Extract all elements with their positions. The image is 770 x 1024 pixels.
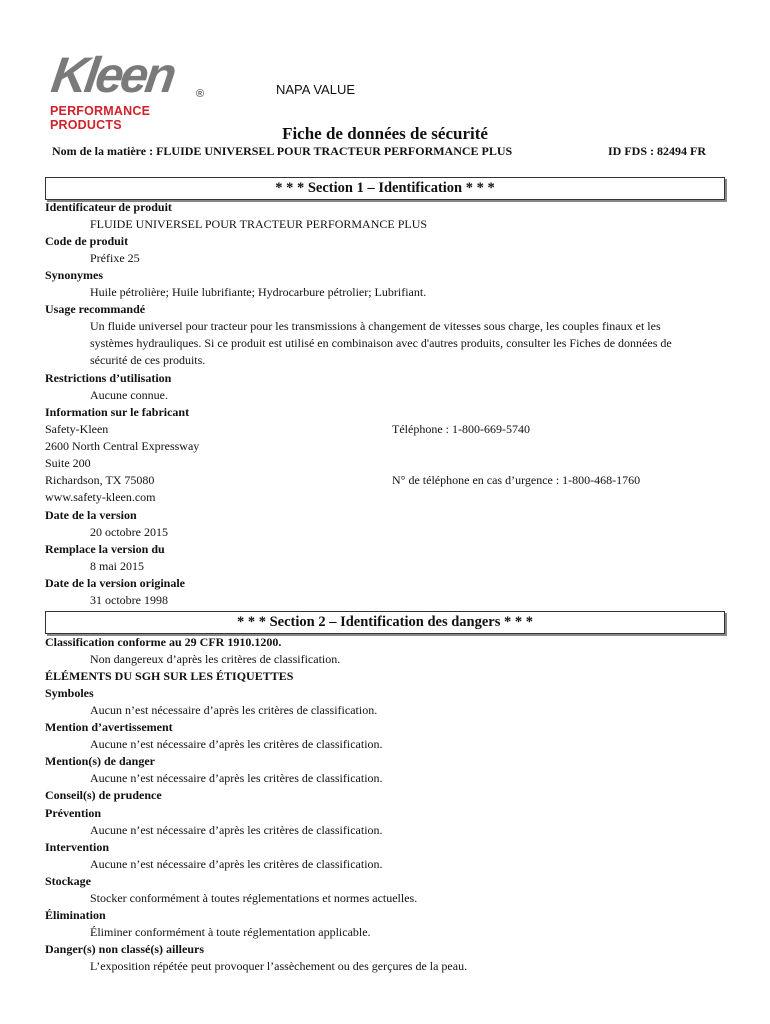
section-2-heading: * * * Section 2 – Identification des dangers * * * xyxy=(45,611,725,634)
other-hazards: L’exposition répétée peut provoquer l’assèchement ou des gerçures de la peau. xyxy=(90,959,468,973)
version-date-label: Date de la version xyxy=(45,508,137,522)
manufacturer-website: www.safety-kleen.com xyxy=(45,490,156,504)
original-date-label: Date de la version originale xyxy=(45,576,185,590)
disposal: Éliminer conformément à toute réglementation applicable. xyxy=(90,925,371,939)
recommended-use-line: sécurité de ces produits. xyxy=(90,353,206,367)
storage-label: Stockage xyxy=(45,874,91,888)
other-hazards-label: Danger(s) non classé(s) ailleurs xyxy=(45,942,204,956)
classification: Non dangereux d’après les critères de classification. xyxy=(90,652,341,666)
manufacturer-city: Richardson, TX 75080 xyxy=(45,473,155,487)
ghs-label-elements: ÉLÉMENTS DU SGH SUR LES ÉTIQUETTES xyxy=(45,669,294,683)
supersedes-date: 8 mai 2015 xyxy=(90,559,144,573)
response-label: Intervention xyxy=(45,840,109,854)
manufacturer-name: Safety-Kleen xyxy=(45,422,109,436)
version-date: 20 octobre 2015 xyxy=(90,525,168,539)
brand-tag: NAPA VALUE xyxy=(276,82,355,97)
substance-name: Nom de la matière : FLUIDE UNIVERSEL POUR TRACTEUR PERFORMANCE PLUS xyxy=(52,144,513,158)
storage: Stocker conformément à toutes réglementations et normes actuelles. xyxy=(90,891,418,905)
classification-label: Classification conforme au 29 CFR 1910.1200. xyxy=(45,635,282,649)
restrictions: Aucune connue. xyxy=(90,388,168,402)
manufacturer-label: Information sur le fabricant xyxy=(45,405,190,419)
manufacturer-address: 2600 North Central Expressway xyxy=(45,439,200,453)
symbols-label: Symboles xyxy=(45,686,94,700)
registered-mark: ® xyxy=(196,88,205,100)
disposal-label: Élimination xyxy=(45,908,106,922)
recommended-use-label: Usage recommandé xyxy=(45,302,146,316)
synonyms-label: Synonymes xyxy=(45,268,104,282)
manufacturer-suite: Suite 200 xyxy=(45,456,91,470)
signal-word-label: Mention d’avertissement xyxy=(45,720,173,734)
prevention: Aucune n’est nécessaire d’après les critères de classification. xyxy=(90,823,383,837)
response: Aucune n’est nécessaire d’après les critères de classification. xyxy=(90,857,383,871)
product-code-label: Code de produit xyxy=(45,234,129,248)
phone-number: Téléphone : 1-800-669-5740 xyxy=(392,422,530,436)
product-code: Préfixe 25 xyxy=(90,251,140,265)
document-title: Fiche de données de sécurité xyxy=(282,124,488,143)
emergency-phone: N° de téléphone en cas d’urgence : 1-800-468-1760 xyxy=(392,473,641,487)
hazard-statements: Aucune n’est nécessaire d’après les critères de classification. xyxy=(90,771,383,785)
product-identifier: FLUIDE UNIVERSEL POUR TRACTEUR PERFORMANCE PLUS xyxy=(90,217,428,231)
section-1-heading: * * * Section 1 – Identification * * * xyxy=(45,177,725,200)
synonyms: Huile pétrolière; Huile lubrifiante; Hydrocarbure pétrolier; Lubrifiant. xyxy=(90,285,427,299)
prevention-label: Prévention xyxy=(45,806,101,820)
logo-wordmark: Kleen xyxy=(48,47,178,103)
restrictions-label: Restrictions d’utilisation xyxy=(45,371,172,385)
precautionary-label: Conseil(s) de prudence xyxy=(45,788,162,802)
recommended-use-line: systèmes hydrauliques. Si ce produit est utilisé en combinaison avec d'autres produits, consulter les Fiches de données de xyxy=(90,336,672,350)
signal-word: Aucune n’est nécessaire d’après les critères de classification. xyxy=(90,737,383,751)
symbols: Aucun n’est nécessaire d’après les critères de classification. xyxy=(90,703,378,717)
logo-subtitle: PERFORMANCE PRODUCTS xyxy=(50,104,151,132)
kleen-logo xyxy=(48,47,220,132)
recommended-use-line: Un fluide universel pour tracteur pour les transmissions à changement de vitesses sous charge, les couples finaux et les xyxy=(90,319,661,333)
product-identifier-label: Identificateur de produit xyxy=(45,200,172,214)
sds-id: ID FDS : 82494 FR xyxy=(608,144,706,158)
original-date: 31 octobre 1998 xyxy=(90,593,168,607)
supersedes-label: Remplace la version du xyxy=(45,542,165,556)
hazard-statements-label: Mention(s) de danger xyxy=(45,754,155,768)
